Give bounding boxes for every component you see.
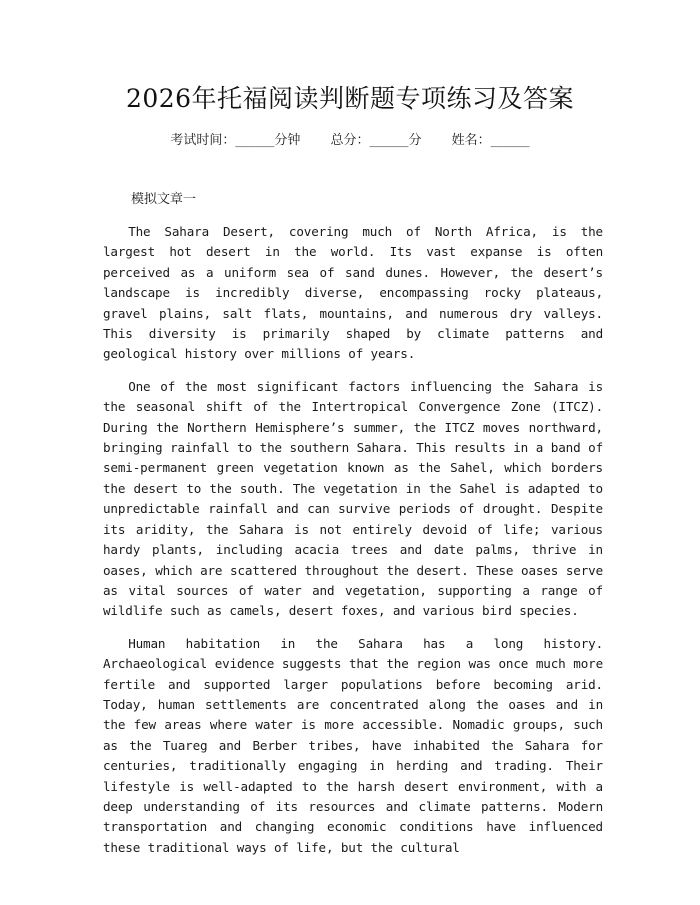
total-score-field <box>330 131 421 151</box>
exam-info-line <box>0 131 700 151</box>
total-score-unit: 分 <box>408 133 422 148</box>
total-score-blank: ______ <box>369 133 409 148</box>
exam-time-label: 考试时间： <box>170 133 236 148</box>
student-name-blank: ______ <box>490 133 530 148</box>
article-paragraph-2: One of the most significant factors influencing the Sahara is the seasonal shift of the Intertropical Convergence Zone (ITCZ). During the Northern Hemisphere’s summer, the ITCZ moves northward, bringing rainfall to the southern Sahara. This results in a band of semi-permanent green vegetation known as the Sahel, which borders the desert to the south. The vegetation in the Sahel is adapted to unpredictable rainfall and can survive periods of drought. Despite its aridity, the Sahara is not entirely devoid of life; various hardy plants, including acacia trees and date palms, thrive in oases, which are scattered throughout the desert. These oases serve as vital sources of water and vegetation, supporting a range of wildlife such as camels, desert foxes, and various bird species. <box>103 378 603 619</box>
student-name-label: 姓名： <box>451 133 491 148</box>
page-title: 2026年托福阅读判断题专项练习及答案 <box>125 84 575 113</box>
exam-time-field <box>170 131 300 151</box>
article-paragraph-3: Human habitation in the Sahara has a long history. Archaeological evidence suggests that the region was once much more fertile and supported larger populations before becoming arid. Today, human settlements are concentrated along the oases and in the few areas where water is more accessible. Nomadic groups, such as the Tuareg and Berber tribes, have inhabited the Sahara for centuries, traditionally engaging in herding and trading. Their lifestyle is well-adapted to the harsh desert environment, with a deep understanding of its resources and climate patterns. Modern transportation and changing economic conditions have influenced these traditional ways of life, but the cultural <box>103 635 603 855</box>
section-heading: 模拟文章一 <box>131 192 197 207</box>
article-body <box>103 222 603 870</box>
article-paragraph-1: The Sahara Desert, covering much of North Africa, is the largest hot desert in the world. Its vast expanse is often perceived as a uniform sea of sand dunes. However, the desert’s landscape is incredibly diverse, encompassing rocky plateaus, gravel plains, salt flats, mountains, and numerous dry valleys. This diversity is primarily shaped by climate patterns and geological history over millions of years. <box>103 224 603 362</box>
exam-time-unit: 分钟 <box>274 133 301 148</box>
student-name-field <box>452 131 530 151</box>
exam-time-blank: ______ <box>235 133 275 148</box>
total-score-label: 总分： <box>330 133 370 148</box>
